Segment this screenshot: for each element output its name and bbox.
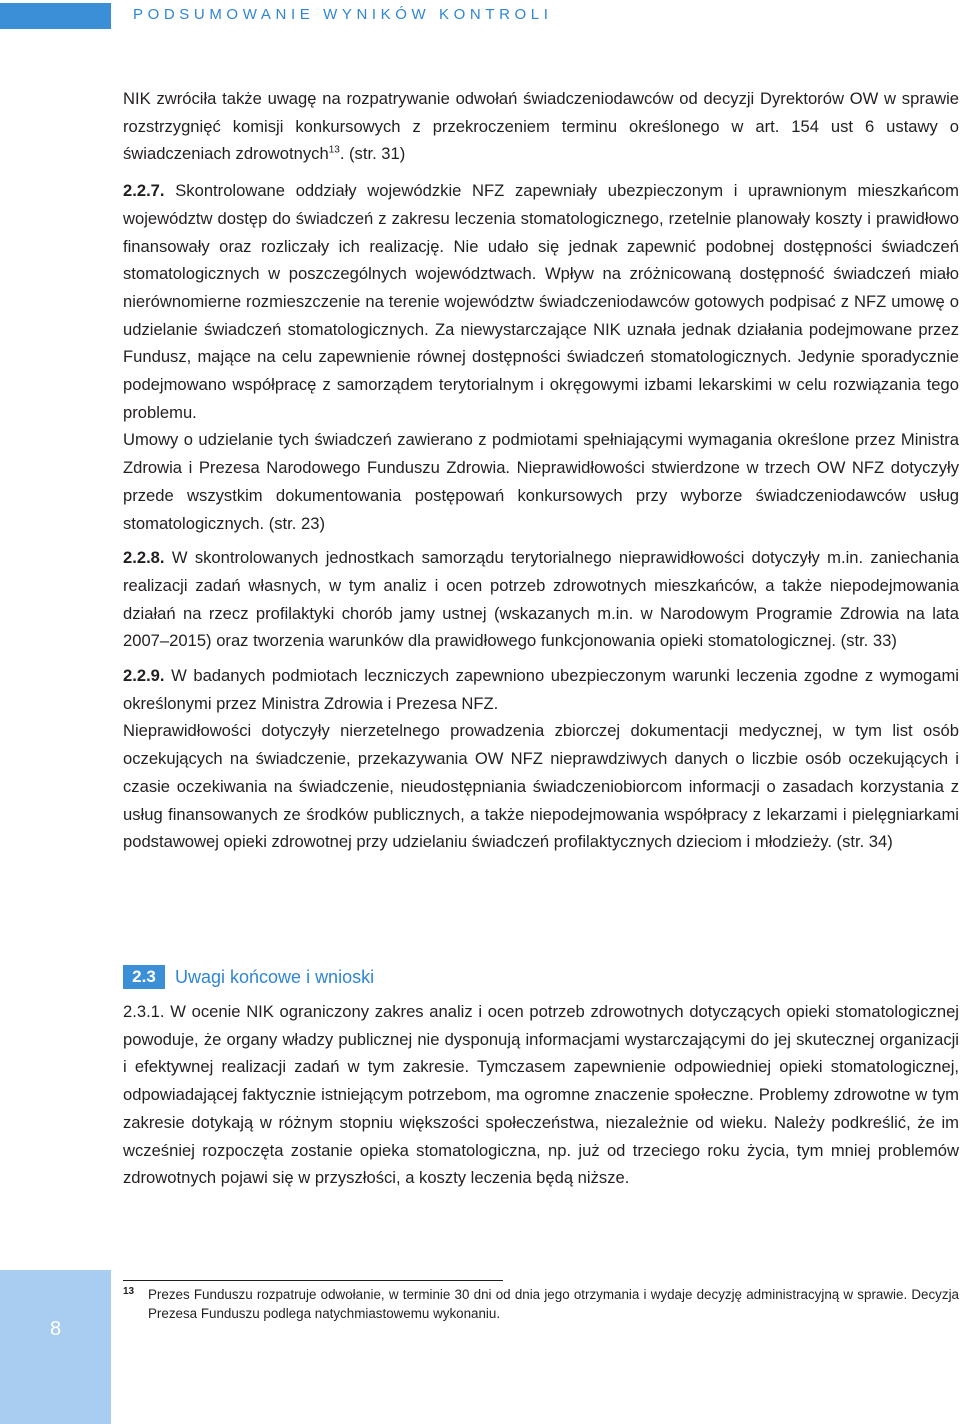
section-2-2-9-para-2: Nieprawidłowości dotyczyły nierzetelnego prowadzenia zbiorczej dokumentacji medycznej, w tym list osób oczekujących na świadczenie, przekazywania OW NFZ nieprawdziwych danych o liczbie osób oczekujących i czasie oczekiwania na świadczenie, nieudostępniania świadczeniobiorcom informacji o zasadach korzystania z usług finansowanych ze środków publicznych, a także niepodejmowania współpracy z lekarzami i pielęgniarkami podstawowej opieki zdrowotnej przy udzielaniu świadczeń profilaktycznych dzieciom i młodzieży. (str. 34)	[123, 721, 959, 852]
section-number: 2.2.7.	[123, 181, 165, 201]
section-2-2-7-para-2: Umowy o udzielanie tych świadczeń zawierano z podmiotami spełniającymi wymagania określone przez Ministra Zdrowia i Prezesa Narodowego Funduszu Zdrowia. Nieprawidłowości stwierdzone w trzech OW NFZ dotyczyły przede wszystkim dokumentowania postępowań konkursowych przy wyborze świadczeniodawców usług stomatologicznych. (str. 23)	[123, 430, 959, 533]
page-number-box	[0, 1270, 111, 1424]
chapter-number-badge: 2.3	[123, 965, 165, 989]
footnote-divider	[123, 1280, 503, 1281]
intro-paragraph	[123, 85, 959, 168]
footnote-reference[interactable]: 13	[328, 144, 340, 156]
page-number: 8	[49, 1318, 62, 1340]
running-header: PODSUMOWANIE WYNIKÓW KONTROLI	[133, 6, 553, 23]
conclusion-content	[123, 998, 959, 1192]
section-2-2-8-para-1	[123, 544, 959, 655]
main-content	[123, 85, 959, 856]
section-2-2-7-para-1	[123, 177, 959, 426]
section-text: W skontrolowanych jednostkach samorządu terytorialnego nieprawidłowości dotyczyły m.in. zaniechania realizacji zadań własnych, w tym analiz i ocen potrzeb zdrowotnych mieszkańców, a także niepodejmowania działań na rzecz profilaktyki chorób jamy ustnej (wskazanych m.in. w Narodowym Programie Zdrowia na lata 2007–2015) oraz tworzenia warunków dla prawidłowego funkcjonowania opieki stomatologicznej. (str. 33)	[123, 548, 959, 651]
conclusion-number: 2.3.1.	[123, 1002, 165, 1021]
footnote-text: Prezes Funduszu rozpatruje odwołanie, w terminie 30 dni od dnia jego otrzymania i wydaje decyzję administracyjną w sprawie. Decyzja Prezesa Funduszu podlega natychmiastowemu wykonaniu.	[148, 1287, 959, 1321]
chapter-title: Uwagi końcowe i wnioski	[175, 966, 375, 987]
intro-page-ref: . (str. 31)	[339, 144, 406, 164]
section-number: 2.2.8.	[123, 548, 165, 568]
footnote	[123, 1285, 959, 1323]
conclusion-text: W ocenie NIK ograniczony zakres analiz i ocen potrzeb zdrowotnych dotyczących opieki stomatologicznej powoduje, że organy władzy publicznej nie dysponują informacjami wystarczającymi do jej skutecznej organizacji i efektywnej realizacji zadań w tym zakresie. Tymczasem zapewnienie odpowiedniej opieki stomatologicznej, odpowiadającej faktycznie istniejącym potrzebom, ma ogromne znaczenie społeczne. Problemy zdrowotne w tym zakresie dotykają w różnym stopniu większości społeczeństwa, niezależnie od wieku. Należy podkreślić, że im wcześniej rozpoczęta zostanie opieka stomatologiczna, np. już od trzeciego roku życia, tym mniej problemów zdrowotnych pojawi się w przyszłości, a koszty leczenia będą niższe.	[123, 1002, 959, 1188]
header-accent-bar	[0, 3, 111, 29]
section-2-2-9-para-1	[123, 662, 959, 717]
chapter-heading	[123, 964, 374, 990]
section-number: 2.2.9.	[123, 666, 165, 686]
section-text: Skontrolowane oddziały wojewódzkie NFZ zapewniały ubezpieczonym i uprawnionym mieszkańcom województw dostęp do świadczeń z zakresu leczenia stomatologicznego, rzetelnie planowały koszty i prawidłowo finansowały oraz rozliczały ich realizację. Nie udało się jednak zapewnić podobnej dostępności świadczeń stomatologicznych w poszczególnych województwach. Wpływ na zróżnicowaną dostępność świadczeń miało nierównomierne rozmieszczenie na terenie województw świadczeniodawców gotowych podpisać z NFZ umowę o udzielanie świadczeń stomatologicznych. Za niewystarczające NIK uznała jednak działania podejmowane przez Fundusz, mające na celu zapewnienie równej dostępności świadczeń stomatologicznych. Jedynie sporadycznie podejmowano współpracę z samorządem terytorialnym i okręgowymi izbami lekarskimi w celu rozwiązania tego problemu.	[123, 181, 959, 422]
conclusion-paragraph	[123, 998, 959, 1192]
footnote-mark: 13	[123, 1286, 135, 1297]
intro-text: NIK zwróciła także uwagę na rozpatrywanie odwołań świadczeniodawców od decyzji Dyrektorów OW w sprawie rozstrzygnięć komisji konkursowych z przekroczeniem terminu określonego w art. 154 ust 6 ustawy o świadczeniach zdrowotnych	[123, 89, 959, 164]
section-text: W badanych podmiotach leczniczych zapewniono ubezpieczonym warunki leczenia zgodne z wymogami określonymi przez Ministra Zdrowia i Prezesa NFZ.	[123, 666, 959, 713]
